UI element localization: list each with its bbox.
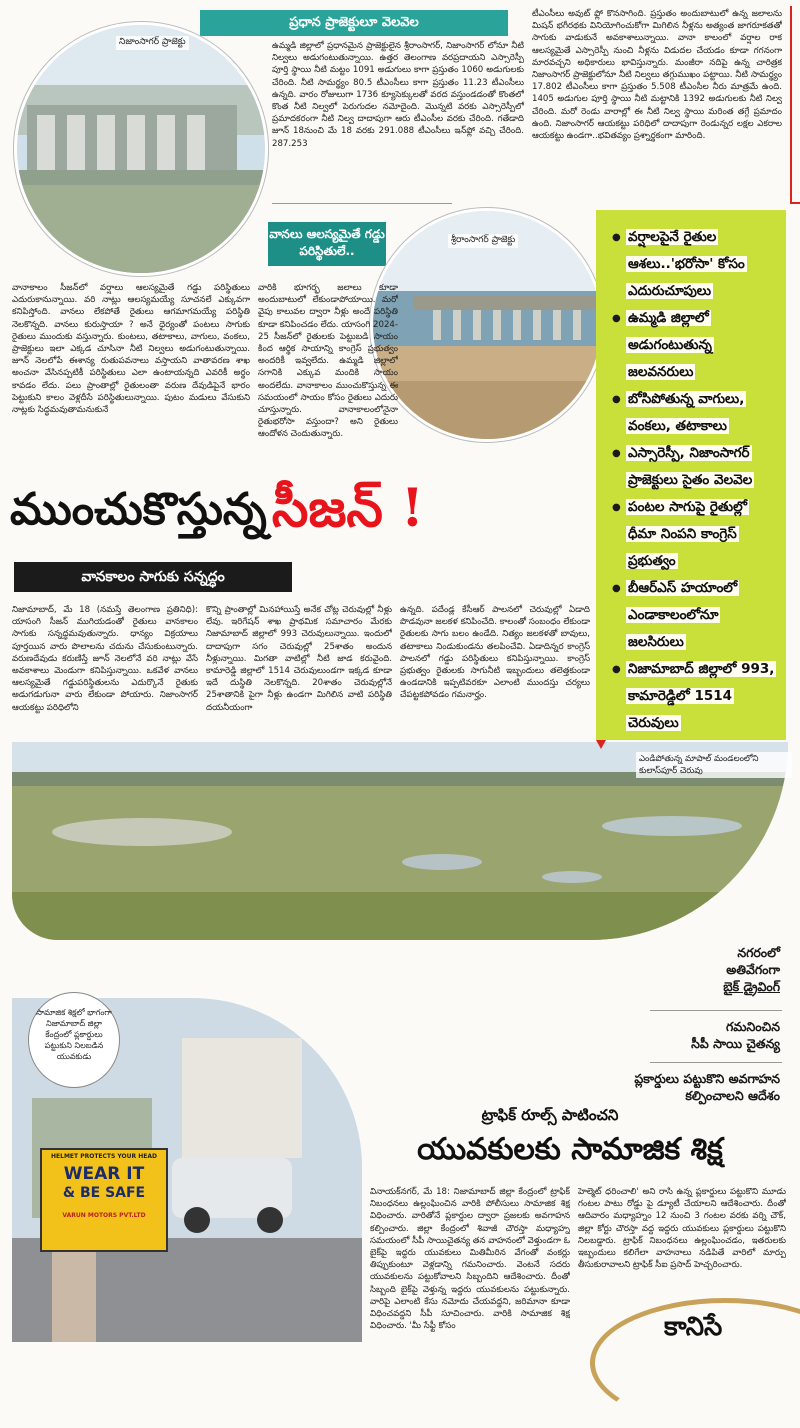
next-article-headline: కానిసే (664, 1312, 723, 1342)
side-teaser-2 (620, 1018, 780, 1052)
headline-part1: ముంచుకొస్తున్న (10, 484, 267, 535)
highlights-box (596, 210, 786, 740)
teaser2-line1: గమనించిన (726, 1019, 780, 1034)
mid-story-tag: వానలు ఆలస్యమైతే గడ్డు పరిస్థితులే.. (268, 222, 386, 266)
teaser-separator-1 (650, 1010, 782, 1011)
top-separator (272, 203, 452, 204)
nizamsagar-project-photo (14, 22, 268, 276)
sub-headline: వానకాలం సాగుకు సన్నద్ధం (14, 562, 292, 592)
highlight-item: ● ఉమ్మడి జిల్లాలో అడుగంటుతున్న జలవనరులు (612, 305, 776, 386)
pond-photo-caption: ఎండిపోతున్న మాపాల్ మండలంలోని కులాస్‌పూర్ చెరువు (636, 752, 792, 778)
teaser3-line1: ప్లకార్డులు పట్టుకొని అవగాహన (634, 1071, 780, 1086)
teaser-separator-2 (650, 1062, 782, 1063)
side-teaser-1 (620, 944, 780, 995)
photo2-caption: శ్రీరాంసాగర్ ప్రాజెక్టు (448, 234, 518, 248)
teaser3-line2: కల్పించాలని ఆదేశం (685, 1088, 780, 1103)
teaser1-line2: అతివేగంగా (726, 962, 780, 977)
traffic-kicker: ట్రాఫిక్ రూల్స్ పాటించని (481, 1106, 619, 1124)
placard-line2: WEAR IT (63, 1164, 145, 1184)
highlight-item: ● వర్షాలపైనే రైతుల ఆశలు..'భరోసా' కోసం ఎదురుచూపులు (612, 224, 776, 305)
mid-story-col2: వారికి భూగర్భ జలాలు కూడా అందుబాటులో లేకుండాపోయాయి. మరో వైపు కాలువల ద్వారా నీళ్లు అందే పరిస్థితి కూడా కనిపించడం లేదు. యాసంగి 2024-25 సీజన్‌లో రైతులకు పెట్టుబడి సాయం కింద ఆర్థిక సాయాన్ని కాంగ్రెస్ ప్రభుత్వం అందరికీ ఇవ్వలేదు. ఉమ్మడి జిల్లాలో సగానికి ఎక్కువ మందికి సాయం అందలేదు. వానాకాలం ముంచుకొస్తున్న ఈ సమయంలో సాయం కోసం రైతులు ఎదురు చూస్తున్నారు. వానాకాలంలోనైనా రైతుభరోసా వస్తుందా? అని రైతులు ఆందోళన చెందుతున్నారు. (258, 283, 398, 440)
traffic-headline: యువకులకు సామాజిక శిక్ష (417, 1132, 723, 1167)
highlight-item: ● బోసిపోతున్న వాగులు, వంకలు, తటాకాలు (612, 386, 776, 440)
highlight-item: ● పంటల సాగుపై రైతుల్లో ధీమా నింపని కాంగ్రెస్ ప్రభుత్వం (612, 494, 776, 575)
placard-line4: VARUN MOTORS PVT.LTD (62, 1212, 146, 1219)
lower-story-col3: ఉన్నది. పదేండ్ల కేసీఆర్ పాలనలో చెరువుల్లో ఏడాది పొడవునా జలకళ కనిపించేది. కాలంతో సంబంధం లేకుండా రైతులకు సాగు బలం ఉండేది. నిత్యం జలకళతో బావులు, తటాకాలు నిండుకుండను తలపించేవి. ఏడాదిన్నర కాంగ్రెస్ పాలనలో గడ్డు పరిస్థితులు కనిపిస్తున్నాయి. కాంగ్రెస్ ప్రభుత్వం రైతులకు సాగునీటి ఇబ్బందులు తలెత్తకుండా ఉండడానికి ఇప్పటివరకూ ఎలాంటి ముందస్తు చర్యలు చేపట్టకపోవడం గమనార్హం. (400, 605, 590, 701)
photo1-caption: నిజాంసాగర్ ప్రాజెక్టు (116, 36, 189, 50)
highlight-item: ● నిజామాబాద్ జిల్లాలో 993, కామారెడ్డిలో 1514 చెరువులు (612, 656, 776, 737)
teaser1-line1: నగరంలో (737, 945, 780, 960)
teaser2-line2: సీపీ సాయి చైతన్య (691, 1036, 780, 1051)
highlight-item: ● బీఆర్ఎస్ హయాంలో ఎండాకాలంలోనూ జలసిరులు (612, 575, 776, 656)
mid-story-col1: వానాకాలం సీజన్‌లో వర్షాలు ఆలస్యమైతే గడ్డు పరిస్థితులు ఎదురుకానున్నాయి. వరి నాట్లు ఆలస్యమయ్యే సూచనలే ఎక్కువగా కనిపిస్తోంది. వానలు లేకపోతే రైతులు ఆగమాగమయ్యే పరిస్థితి నెలకొన్నది. వానలు కురుస్తాయా ? అనే ధైర్యంతో పంటలు సాగుకు రైతులు ముందుకు వస్తున్నారు. కుంటలు, తటాకాలు, వాగులు, వంకలు, ప్రాజెక్టులు ఇలా ఎక్కడ చూసినా నీటి నిల్వలు అడుగంటుతున్నాయి. జూన్ నెలలోపే ఈశాన్య రుతుపవనాలు వస్తాయని వాతావరణ శాఖ అంచనా వేసినప్పటికీ పరిస్థితులు ఎలా ఉంటాయన్నది ఎవరికీ అర్థం కావడం లేదు. పలు ప్రాంతాల్లో రైతులంతా వరుణ దేవుడిపైనే భారం పెట్టుకుని కాలం వెళ్లదీసే పరిస్థితులున్నాయి. పుటం మడులు వేసుకుని నాట్లకు సిద్ధమవుతామనుకునే (12, 283, 250, 416)
dam-illustration (17, 25, 265, 273)
side-teaser-3 (560, 1070, 780, 1104)
top-story-col1: ఉమ్మడి జిల్లాలో ప్రధానమైన ప్రాజెక్టులైన శ్రీరాంసాగర్, నిజాంసాగర్ లోనూ నీటి నిల్వలు అడుగంటుతున్నాయి. ఉత్తర తెలంగాణ వరప్రదాయని ఎస్సారెస్పీ పూర్తి స్థాయి నీటి మట్టం 1091 అడుగులు కాగా ప్రస్తుతం 1060 అడుగులకు చేరింది. నీటి సామర్థ్యం 80.5 టీఎంసీలు కాగా ప్రస్తుతం 11.23 టీఎంసీలు ఉన్నది. వారం రోజులుగా 1736 క్యూసెక్కులతో వరద వస్తుండడంతో కొంతలో కొంత నీటి నిల్వలో పెరుగుదల నమోదైంది. మొన్నటి వరకు ఎస్సారెస్పీలో ప్రమాదకరంగా నీటి నిల్వ దాదాపుగా ఆరు టీఎంసీల వరకు చేరింది. గతేడాది జూన్ 18నుంచి మే 18 వరకు 291.088 టీఎంసీలు ఇన్‌ఫ్లో వచ్చి చేరింది. 287.253 (272, 41, 524, 149)
highlights-list (612, 224, 776, 737)
traffic-story-col1: వినాయక్‌నగర్, మే 18: నిజామాబాద్ జిల్లా కేంద్రంలో ట్రాఫిక్ నిబంధనలు ఉల్లంఘించిన వారికి పోలీసులు సామాజిక శిక్ష విధించారు. వారితోనే ప్లకార్డుల ద్వారా ప్రజలకు అవగాహన కల్పించారు. జిల్లా కేంద్రంలో శివాజీ చౌరస్తా మధ్యాహ్న సమయంలో సీపీ సాయిచైతన్య తన వాహనంలో వెళ్తుండగా ఓ బైక్‌పై ఇద్దరు యువకులు మితిమీరిన వేగంతో వంకర్లు తిప్పుకుంటూ వెళ్లడాన్ని గమనించారు. వెంటనే సదరు యువకులను పట్టుకోవాలని సిబ్బందిని ఆదేశించారు. దీంతో సిబ్బంది బైక్‌పై వెళ్తున్న ఇద్దరు యువకులను పట్టుకున్నారు. వారిపై ఎలాంటి కేసు నమోదు చేయవద్దని, జరిమానా కూడా విధించవద్దని సీపీ సూచించారు. వారికి సామాజిక శిక్ష విధించారు. 'మీ సేఫ్టీ కోసం (370, 1187, 570, 1332)
placard-line3: & BE SAFE (62, 1185, 146, 1201)
main-headline (10, 478, 600, 558)
lower-story-col2: కొన్ని ప్రాంతాల్లో మినహాయిస్తే అనేక చోట్ల చెరువుల్లో నీళ్లు లేవు. ఇరిగేషన్ శాఖ ప్రాథమిక సమాచారం మేరకు నిజామాబాద్ జిల్లాలో 993 చెరువులున్నాయి. ఇందులో దాదాపుగా సగం చెరువుల్లో 25శాతం అందున నీళ్లున్నాయి. మిగతా వాటిల్లో నీటి జాడ కరువైంది. కామారెడ్డి జిల్లాలో 1514 చెరువులుండగా ఇక్కడ కూడా ఇదే దుస్థితి నెలకొన్నది. 20శాతం చెరువుల్లోనే 25శాతానికి పైగా నీళ్లు ఉండగా మిగిలిన వాటి పరిస్థితి దయనీయంగా (206, 605, 392, 713)
caption-pointer-icon (596, 740, 606, 749)
placard-line1: HELMET PROTECTS YOUR HEAD (51, 1153, 157, 1160)
traffic-photo-caption: సామాజిక శిక్షలో భాగంగా నిజామాబాద్ జిల్లా కేంద్రంలో ప్లకార్డులు పట్టుకుని నిలబడిన యువకుడు (28, 992, 120, 1088)
traffic-story-col2: హెల్మెట్ ధరించాలి' అని రాసి ఉన్న ప్లకార్డులు పట్టుకొని మూడు గంటల పాటు రోడ్డు పై డ్యూటీ చేయాలని ఆదేశించారు. దీంతో ఆదివారం మధ్యాహ్నం 12 నుంచి 3 గంటల వరకు వర్ని చౌక్, జిల్లా కోర్టు చౌరస్తా వద్ద ఇద్దరు యువకులు ప్లకార్డులు పట్టుకొని నిలబడ్డారు. ట్రాఫిక్ నిబంధనలు ఉల్లంఘించడం, ఇతరులకు ఇబ్బందులు కలిగేలా వాహనాలు నడిపితే వారిలో మార్పు తీసుకురావాలని ట్రాఫిక్ సీఐ ప్రసాద్ హెచ్చరించారు. (578, 1187, 786, 1271)
highlight-item: ● ఎస్సారెస్పీ, నిజాంసాగర్ ప్రాజెక్టులు సైతం వెలవెల (612, 440, 776, 494)
headline-part2: సీజన్ ! (271, 478, 424, 539)
right-edge-box (790, 6, 800, 204)
helmet-placard (40, 1148, 168, 1252)
top-banner: ప్రధాన ప్రాజెక్టులూ వెలవెల (200, 10, 508, 36)
lower-story-col1: నిజామాబాద్, మే 18 (నమస్తే తెలంగాణ ప్రతినిధి): యాసంగి సీజన్ ముగియడంతో రైతులు వానకాలం సాగుకు సన్నద్ధమవుతున్నారు. ధాన్యం విక్రయాలు పూర్తయిన వారు పొలాలను చదును చేసుకుంటున్నారు. వరుణదేవుడు కరుణిస్తే జూన్ నెలలోనే వరి నాట్లు వేసే అవకాశాలు మెండుగా కనిపిస్తున్నాయి. ఒకవేళ వానలు ఆలస్యమైతే గడ్డుపరిస్థితులను ఎదుర్కొనే రైతుకు అడుగడుగునా వారు లేకుండా పోయారు. నిజాంసాగర్ ఆయకట్టు పరిధిలోని (12, 605, 198, 713)
top-story-col2: టీఎంసీలు అవుట్ ఫ్లో కొనసాగింది. ప్రస్తుతం అందుబాటులో ఉన్న జలాలను మిషన్ భగీరథకు వినియోగించుకోగా మిగిలిన నీళ్లను అత్యంత జాగరూకతతో సాగుకు వాడుకునే అవకాశాలున్నాయి. వానా కాలంలో వర్షాల రాక ఆలస్యమైతే ఎస్సారెస్పీ నుంచి నీళ్లను విడుదల చేయడం కూడా గగనంగా మారవచ్చని అధికారులు భావిస్తున్నారు. మంజీరా నదిపై ఉన్న చారిత్రక నిజాంసాగర్ ప్రాజెక్టులోనూ నీటి నిల్వలు తగ్గుముఖం పట్టాయి. నీటి సామర్థ్యం 17.802 టీఎంసీలు కాగా ప్రస్తుతం 5.508 టీఎంసీల నీరు మాత్రమే ఉంది. 1405 అడుగుల పూర్తి స్థాయి నీటి మట్టానికి 1392 అడుగులకు నీటి నిల్వ చేరింది. మరో రెండు వారాల్లో ఈ నీటి నిల్వ స్థాయి మరింత తగ్గే ప్రమాదం ఉంది. నిజాంసాగర్ ఆయకట్టు పరిధిలో దాదాపుగా రెండున్నర లక్షల ఎకరాల ఆయకట్టు ఉండగా..భవితవ్యం ప్రశ్నార్థకంగా మారింది. (532, 9, 782, 142)
teaser1-line3: బైక్ డ్రైవింగ్ (723, 979, 780, 994)
